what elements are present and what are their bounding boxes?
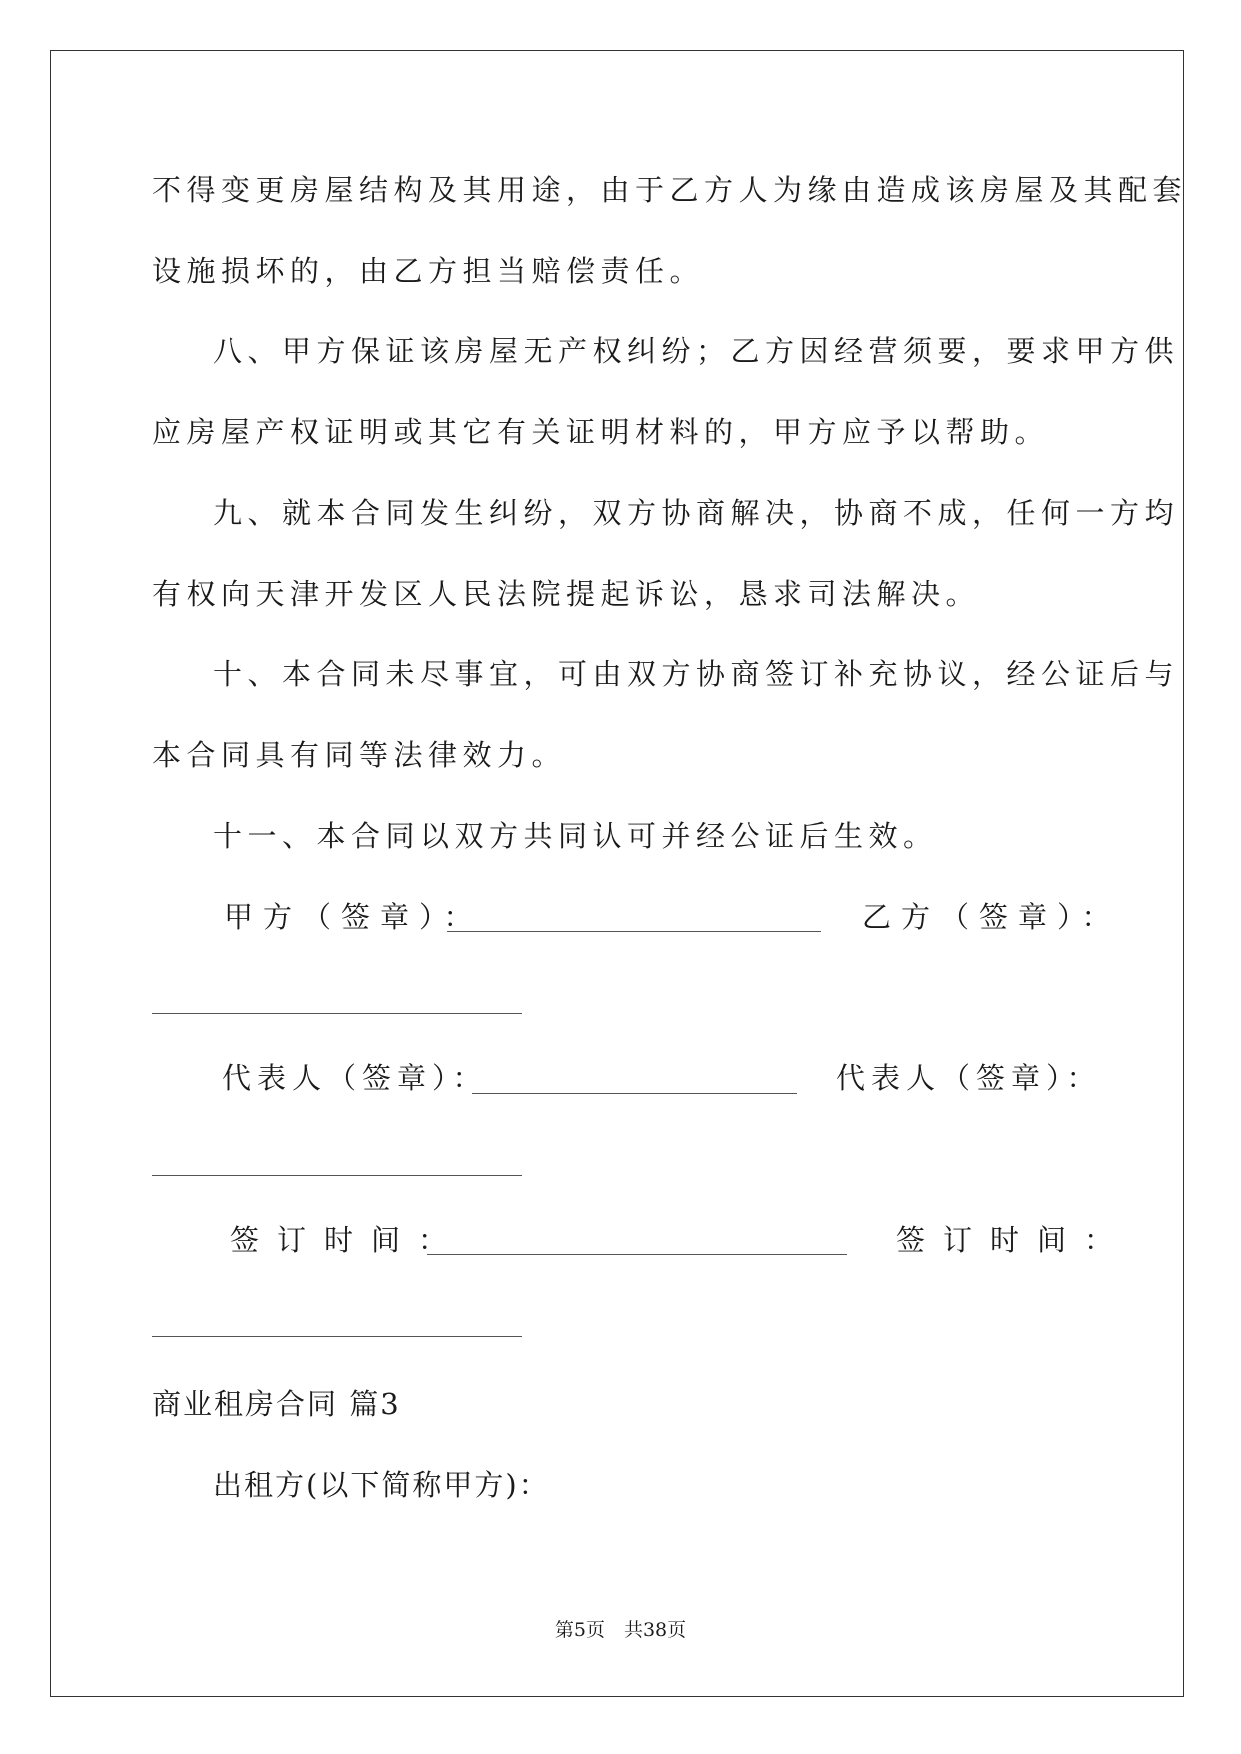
date-b-line (152, 1336, 522, 1337)
rep-b-signature-label: 代表人（签章）： (836, 1061, 1102, 1095)
date-a-line (427, 1254, 847, 1255)
clause-8-line-2: 应房屋产权证明或其它有关证明材料的，甲方应予以帮助。 (152, 415, 1050, 449)
page-number-footer: 第5页 共38页 (554, 1619, 687, 1641)
clause-9-line-1: 九、就本合同发生纠纷，双方协商解决，协商不成，任何一方均 (213, 496, 1180, 530)
party-a-signature-label: 甲方（签章）： (224, 900, 483, 934)
clause-10-line-1: 十、本合同未尽事宜，可由双方协商签订补充协议，经公证后与 (213, 657, 1180, 691)
rep-b-signature-line (152, 1175, 522, 1176)
lessor-line: 出租方(以下简称甲方)： (213, 1468, 550, 1502)
clause-10-line-2: 本合同具有同等法律效力。 (152, 738, 567, 772)
clause-8-line-1: 八、甲方保证该房屋无产权纠纷；乙方因经营须要，要求甲方供 (213, 334, 1180, 368)
paragraph-line-2: 设施损坏的，由乙方担当赔偿责任。 (152, 254, 705, 288)
rep-a-signature-line (472, 1093, 797, 1094)
paragraph-line-1: 不得变更房屋结构及其用途，由于乙方人为缘由造成该房屋及其配套 (152, 173, 1188, 207)
rep-a-signature-label: 代表人（签章）： (222, 1061, 488, 1095)
clause-11-line: 十一、本合同以双方共同认可并经公证后生效。 (213, 819, 938, 853)
clause-9-line-2: 有权向天津开发区人民法院提起诉讼，恳求司法解决。 (152, 577, 981, 611)
date-b-label: 签订时间： (896, 1223, 1132, 1257)
date-a-label: 签订时间： (230, 1223, 466, 1257)
party-b-signature-line (152, 1013, 522, 1014)
section-heading: 商业租房合同 篇3 (152, 1387, 401, 1421)
party-b-signature-label: 乙方（签章）： (862, 900, 1121, 934)
page-border (50, 50, 1184, 1697)
party-a-signature-line (447, 931, 821, 932)
